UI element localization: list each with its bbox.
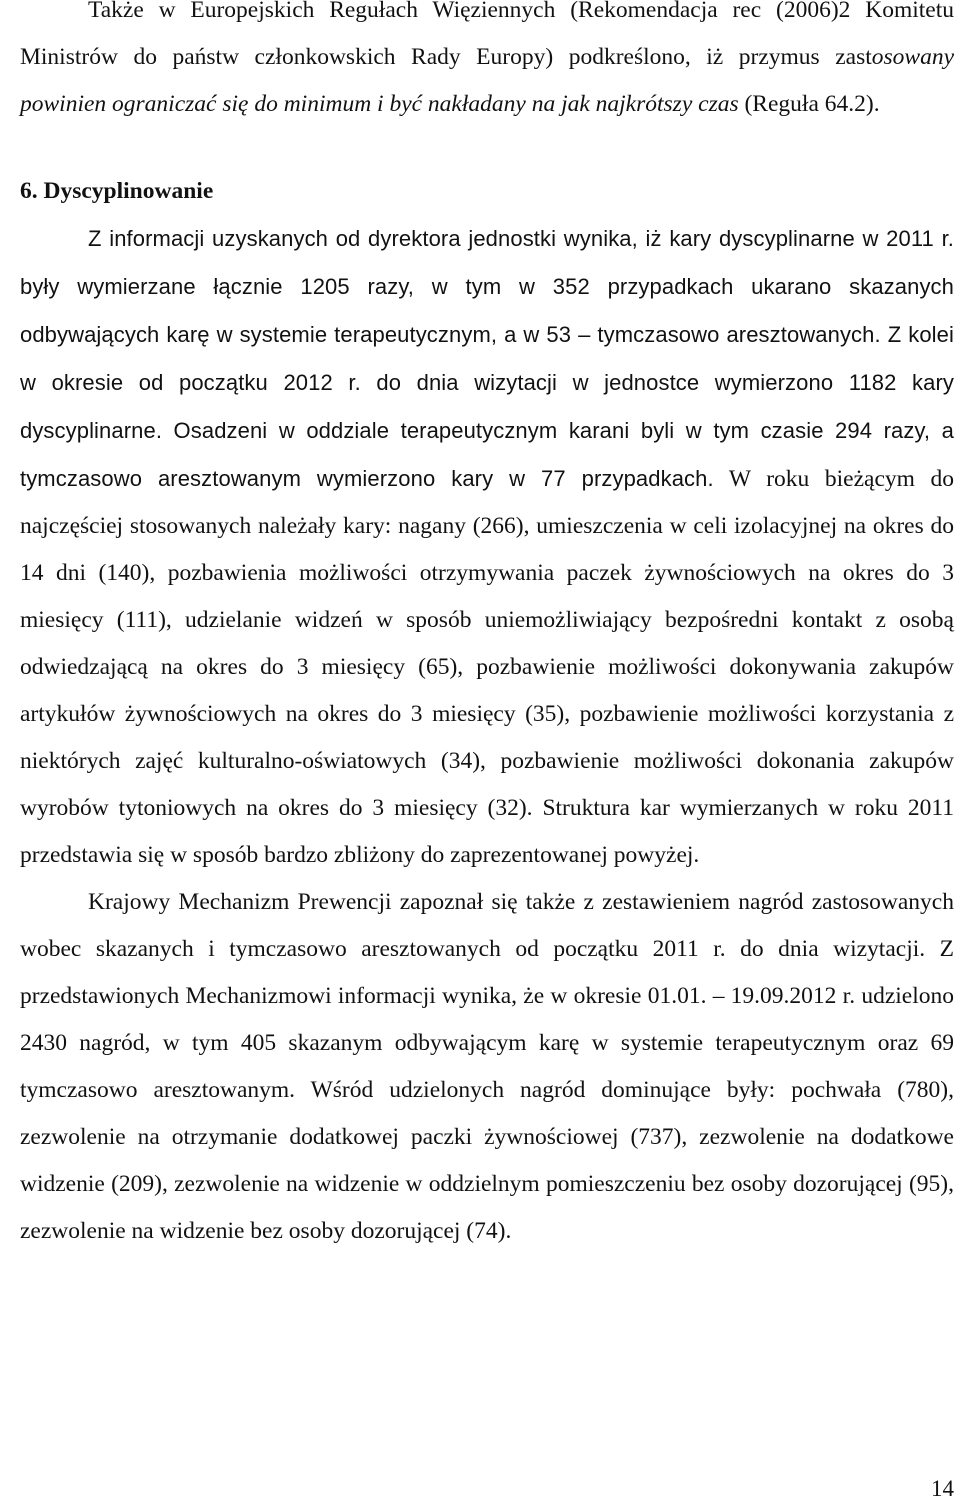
paragraph-text: Także w Europejskich Regułach Więziennych (Rekomendacja rec (2006)2 Komitetu Ministrów do państw członkowskich Rady Europy) podkreślono, iż przymus zast	[20, 0, 954, 70]
paragraph-italic-quote: osowany powinien ograniczać się do minimum i być nakładany na jak najkrótszy czas	[20, 44, 954, 117]
section-title: Dyscyplinowanie	[43, 178, 214, 204]
section-number: 6.	[20, 178, 38, 204]
section-heading	[20, 128, 954, 215]
paragraph-serif-text: W roku bieżącym do najczęściej stosowanych należały kary: nagany (266), umieszczenia w celi izolacyjnej na okres do 14 dni (140), pozbawienia możliwości otrzymywania paczek żywnościowych na okres do 3 miesięcy (111), udzielanie widzeń w sposób uniemożliwiający bezpośredni kontakt z osobą odwiedzającą na okres do 3 miesięcy (65), pozbawienie możliwości dokonywania zakupów artykułów żywnościowych na okres do 3 miesięcy (35), pozbawienie możliwości korzystania z niektórych zajęć kulturalno-oświatowych (34), pozbawienie możliwości dokonania zakupów wyrobów tytoniowych na okres do 3 miesięcy (32). Struktura kar wymierzanych w roku 2011 przedstawia się w sposób bardzo zbliżony do zaprezentowanej powyżej.	[20, 466, 954, 868]
paragraph-disciplinary-penalties	[20, 215, 954, 879]
paragraph-rewards: Krajowy Mechanizm Prewencji zapoznał się także z zestawieniem nagród zastosowanych wobec skazanych i tymczasowo aresztowanych od początku 2011 r. do dnia wizytacji. Z przedstawionych Mechanizmowi informacji wynika, że w okresie 01.01. – 19.09.2012 r. udzielono 2430 nagród, w tym 405 skazanym odbywającym karę w systemie terapeutycznym oraz 69 tymczasowo aresztowanym. Wśród udzielonych nagród dominujące były: pochwała (780), zezwolenie na otrzymanie dodatkowej paczki żywnościowej (737), zezwolenie na dodatkowe widzenie (209), zezwolenie na widzenie w oddzielnym pomieszczeniu bez osoby dozorującej (95), zezwolenie na widzenie bez osoby dozorującej (74).	[20, 889, 954, 1244]
paragraph-european-prison-rules	[20, 0, 954, 128]
page-number: 14	[931, 1476, 954, 1501]
paragraph-sans-text: Z informacji uzyskanych od dyrektora jednostki wynika, iż kary dyscyplinarne w 2011 r. były wymierzane łącznie 1205 razy, w tym w 352 przypadkach ukarano skazanych odbywających karę w systemie terapeutycznym, a w 53 – tymczasowo aresztowanych. Z kolei w okresie od początku 2012 r. do dnia wizytacji w jednostce wymierzono 1182 kary dyscyplinarne. Osadzeni w oddziale terapeutycznym karani byli w tym czasie 294 razy, a tymczasowo aresztowanym wymierzono kary w 77 przypadkach.	[20, 226, 954, 491]
document-page	[20, 0, 954, 1255]
paragraph-text-end: (Reguła 64.2).	[738, 91, 880, 117]
